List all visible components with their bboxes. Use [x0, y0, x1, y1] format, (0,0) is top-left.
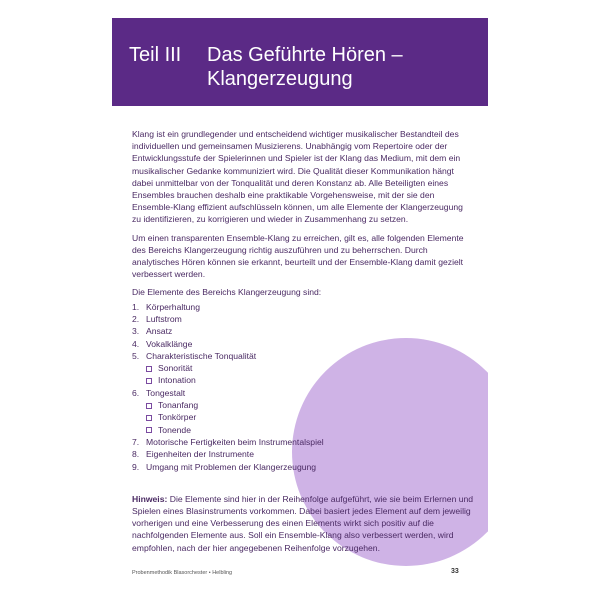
list-item-label: Eigenheiten der Instrumente — [146, 449, 254, 460]
list-item-label: Umgang mit Problemen der Klangerzeugung — [146, 461, 317, 472]
list-item — [132, 448, 474, 460]
list-item — [132, 338, 474, 350]
part-label: Teil III — [129, 44, 182, 66]
list-item-label: Körperhaltung — [146, 301, 200, 312]
sub-list-item-label: Tonende — [158, 424, 191, 435]
list-item-label: Motorische Fertigkeiten beim Instrumentalspiel — [146, 436, 324, 447]
list-heading: Die Elemente des Bereichs Klangerzeugung sind: — [132, 287, 322, 298]
list-item-label: Vokalklänge — [146, 338, 193, 349]
list-item — [132, 325, 474, 337]
sub-list-item — [132, 411, 474, 423]
list-item-label: Tongestalt — [146, 387, 186, 398]
list-item-label: Charakteristische Tonqualität — [146, 350, 257, 361]
body-text — [132, 128, 474, 560]
list-item-number: 1. — [132, 301, 140, 312]
footer-publisher: Probenmethodik Blasorchester • Helbling — [132, 570, 233, 576]
list-item-number: 4. — [132, 338, 140, 349]
sub-list-item — [132, 362, 474, 374]
square-bullet-icon — [146, 427, 152, 433]
title-line-1: Das Geführte Hören – — [207, 44, 403, 66]
sub-list-item — [132, 399, 474, 411]
header-band — [112, 18, 488, 106]
list-item-number: 6. — [132, 387, 140, 398]
list-item — [132, 301, 474, 313]
list-item-number: 7. — [132, 436, 140, 447]
sub-list-item — [132, 424, 474, 436]
list-item — [132, 436, 474, 448]
square-bullet-icon — [146, 415, 152, 421]
list-item — [132, 350, 474, 362]
sub-list-item-label: Sonorität — [158, 363, 193, 374]
list-item-label: Ansatz — [146, 326, 173, 337]
square-bullet-icon — [146, 403, 152, 409]
list-item-number: 5. — [132, 350, 140, 361]
list-item — [132, 461, 474, 473]
sub-list-item-label: Tonanfang — [158, 400, 199, 411]
list-item-number: 2. — [132, 313, 140, 324]
note-text: Die Elemente sind hier in der Reihenfolge aufgeführt, wie sie beim Erlernen und Spielen eines Blasinstruments vorkommen. Dabei basiert jedes Element auf dem jeweilig vorherigen und eine Verbesserung des einen Elements wirkt sich positiv auf die nachfolgenden Elemente aus. Soll ein Ensemble-Klang also verbessert werden, wird empfohlen, nach der hier angegebenen Reihenfolge vorzugehen. — [132, 493, 474, 553]
page-number: 33 — [451, 568, 459, 575]
square-bullet-icon — [146, 366, 152, 372]
list-item-number: 9. — [132, 461, 140, 472]
list-item-number: 8. — [132, 449, 140, 460]
sub-list-item-label: Intonation — [158, 375, 196, 386]
list-item-number: 3. — [132, 326, 140, 337]
sub-list-item — [132, 374, 474, 386]
sub-list-item-label: Tonkörper — [158, 412, 197, 423]
book-page — [112, 0, 488, 600]
list-item — [132, 313, 474, 325]
square-bullet-icon — [146, 378, 152, 384]
paragraph-2: Um einen transparenten Ensemble-Klang zu erreichen, gilt es, alle folgenden Elemente des Bereichs Klangerzeugung richtig auszuführen und zu beherrschen. Durch analytisches Hören können sie erkannt, beurteilt und der Ensemble-Klang damit gezielt verbessert werden. — [132, 232, 464, 280]
list-item — [132, 387, 474, 399]
elements-list — [132, 301, 474, 473]
note-paragraph — [132, 493, 474, 554]
paragraph-1: Klang ist ein grundlegender und entscheidend wichtiger musikalischer Bestandteil des individuellen und gemeinsamen Musizierens. Unabhängig vom Repertoire oder der Entwicklungsstufe der Spielerinnen und Spieler ist der Klang das Medium, mit dem ein musikalischer Gedanke kommuniziert wird. Die Qualität dieser Kommunikation hängt dabei unmittelbar von der Tonqualität und deren Konstanz ab. Alle Beteiligten eines Ensembles brauchen deshalb eine praktikable Vorgehensweise, mit der sie den Ensemble-Klang effizient aufschlüsseln können, um alle Elemente der Klangerzeugung zu identifizieren, zu korrigieren und wieder in Zusammenhang zu setzen. — [132, 129, 463, 225]
list-item-label: Luftstrom — [146, 313, 182, 324]
note-label: Hinweis: — [132, 493, 168, 504]
title-line-2: Klangerzeugung — [207, 68, 353, 90]
